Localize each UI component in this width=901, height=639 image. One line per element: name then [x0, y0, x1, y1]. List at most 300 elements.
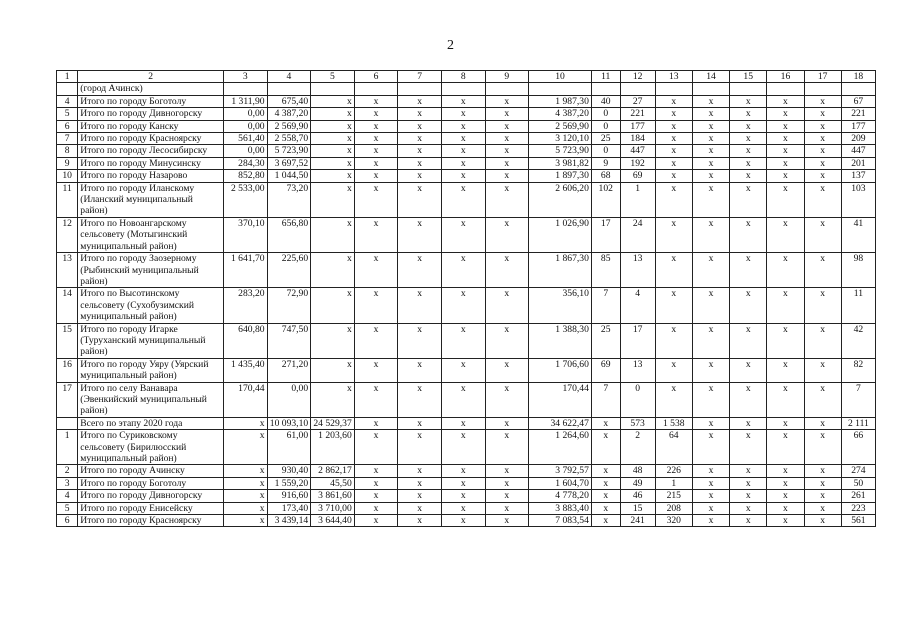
row-name-cell: Итого по городу Минусинску: [78, 157, 224, 169]
value-cell: x: [485, 145, 529, 157]
value-cell: x: [692, 358, 729, 382]
value-cell: x: [223, 477, 267, 489]
value-cell: [441, 83, 485, 95]
value-cell: x: [223, 502, 267, 514]
value-cell: 72,90: [267, 288, 311, 323]
value-cell: x: [485, 382, 529, 417]
value-cell: 1 026,90: [529, 217, 592, 252]
value-cell: 0: [591, 108, 620, 120]
value-cell: [311, 83, 355, 95]
value-cell: x: [354, 253, 398, 288]
value-cell: x: [804, 217, 841, 252]
row-name-cell: Итого по городу Дивногорску: [78, 108, 224, 120]
value-cell: 170,44: [529, 382, 592, 417]
value-cell: 1 706,60: [529, 358, 592, 382]
value-cell: x: [591, 477, 620, 489]
value-cell: 747,50: [267, 323, 311, 358]
value-cell: 3 710,00: [311, 502, 355, 514]
value-cell: x: [804, 323, 841, 358]
value-cell: 1 559,20: [267, 477, 311, 489]
value-cell: 2 862,17: [311, 465, 355, 477]
value-cell: 561,40: [223, 133, 267, 145]
value-cell: x: [767, 120, 804, 132]
value-cell: x: [730, 477, 767, 489]
row-number-cell: 6: [57, 515, 78, 527]
value-cell: x: [730, 120, 767, 132]
value-cell: x: [655, 133, 692, 145]
value-cell: x: [804, 108, 841, 120]
value-cell: 561: [841, 515, 875, 527]
value-cell: x: [692, 182, 729, 217]
value-cell: 1 867,30: [529, 253, 592, 288]
table-row: [57, 120, 876, 132]
value-cell: x: [485, 490, 529, 502]
value-cell: x: [398, 288, 442, 323]
value-cell: x: [311, 120, 355, 132]
value-cell: 1: [620, 182, 655, 217]
value-cell: x: [804, 95, 841, 107]
row-number-cell: [57, 417, 78, 429]
value-cell: 0,00: [223, 145, 267, 157]
value-cell: 34 622,47: [529, 417, 592, 429]
value-cell: x: [767, 288, 804, 323]
value-cell: x: [485, 323, 529, 358]
value-cell: x: [485, 170, 529, 182]
value-cell: x: [441, 430, 485, 465]
value-cell: x: [655, 157, 692, 169]
value-cell: x: [441, 120, 485, 132]
value-cell: x: [398, 502, 442, 514]
value-cell: 225,60: [267, 253, 311, 288]
value-cell: x: [655, 120, 692, 132]
value-cell: x: [354, 217, 398, 252]
row-number-cell: 11: [57, 182, 78, 217]
value-cell: [692, 83, 729, 95]
value-cell: x: [398, 133, 442, 145]
table-row: [57, 288, 876, 323]
column-header: 2: [78, 71, 224, 83]
row-name-cell: Итого по городу Назарово: [78, 170, 224, 182]
value-cell: 102: [591, 182, 620, 217]
value-cell: x: [692, 157, 729, 169]
value-cell: 68: [591, 170, 620, 182]
value-cell: x: [354, 430, 398, 465]
value-cell: 1 435,40: [223, 358, 267, 382]
value-cell: x: [398, 182, 442, 217]
value-cell: 356,10: [529, 288, 592, 323]
value-cell: [620, 83, 655, 95]
row-number-cell: 3: [57, 477, 78, 489]
table-row: [57, 358, 876, 382]
value-cell: x: [485, 133, 529, 145]
value-cell: x: [730, 108, 767, 120]
value-cell: x: [311, 133, 355, 145]
value-cell: x: [354, 465, 398, 477]
value-cell: x: [441, 133, 485, 145]
value-cell: 4: [620, 288, 655, 323]
value-cell: x: [354, 417, 398, 429]
value-cell: 1 897,30: [529, 170, 592, 182]
value-cell: 0,00: [223, 108, 267, 120]
value-cell: x: [730, 253, 767, 288]
value-cell: x: [354, 108, 398, 120]
value-cell: x: [398, 358, 442, 382]
value-cell: x: [767, 253, 804, 288]
value-cell: x: [767, 358, 804, 382]
value-cell: 177: [620, 120, 655, 132]
value-cell: 40: [591, 95, 620, 107]
table-row: [57, 502, 876, 514]
value-cell: 82: [841, 358, 875, 382]
value-cell: x: [730, 182, 767, 217]
value-cell: x: [398, 120, 442, 132]
value-cell: 221: [620, 108, 655, 120]
value-cell: x: [354, 490, 398, 502]
column-header: 1: [57, 71, 78, 83]
value-cell: 274: [841, 465, 875, 477]
value-cell: 173,40: [267, 502, 311, 514]
value-cell: 7: [591, 382, 620, 417]
value-cell: 1 311,90: [223, 95, 267, 107]
value-cell: [730, 83, 767, 95]
value-cell: x: [692, 430, 729, 465]
value-cell: x: [767, 515, 804, 527]
value-cell: x: [398, 430, 442, 465]
table-row: [57, 477, 876, 489]
value-cell: 45,50: [311, 477, 355, 489]
value-cell: x: [354, 95, 398, 107]
value-cell: x: [655, 95, 692, 107]
table-row: [57, 253, 876, 288]
value-cell: 69: [620, 170, 655, 182]
row-name-cell: Итого по городу Боготолу: [78, 477, 224, 489]
value-cell: x: [591, 417, 620, 429]
value-cell: [591, 83, 620, 95]
value-cell: x: [485, 502, 529, 514]
value-cell: x: [354, 477, 398, 489]
value-cell: 2 558,70: [267, 133, 311, 145]
value-cell: x: [441, 145, 485, 157]
value-cell: x: [692, 477, 729, 489]
value-cell: x: [804, 182, 841, 217]
row-name-cell: Итого по городу Дивногорску: [78, 490, 224, 502]
value-cell: x: [441, 157, 485, 169]
value-cell: x: [767, 417, 804, 429]
value-cell: 284,30: [223, 157, 267, 169]
row-number-cell: 17: [57, 382, 78, 417]
table-row: [57, 83, 876, 95]
value-cell: [398, 83, 442, 95]
value-cell: x: [354, 515, 398, 527]
value-cell: x: [692, 133, 729, 145]
value-cell: x: [311, 145, 355, 157]
budget-table: [56, 70, 876, 527]
value-cell: 1 987,30: [529, 95, 592, 107]
value-cell: 3 439,14: [267, 515, 311, 527]
value-cell: 370,10: [223, 217, 267, 252]
value-cell: x: [485, 477, 529, 489]
value-cell: 0,00: [223, 120, 267, 132]
value-cell: 852,80: [223, 170, 267, 182]
row-number-cell: 1: [57, 430, 78, 465]
value-cell: 4 778,20: [529, 490, 592, 502]
row-number-cell: 13: [57, 253, 78, 288]
value-cell: x: [354, 133, 398, 145]
row-number-cell: 8: [57, 145, 78, 157]
value-cell: 11: [841, 288, 875, 323]
value-cell: 5 723,90: [267, 145, 311, 157]
value-cell: x: [804, 358, 841, 382]
value-cell: 69: [591, 358, 620, 382]
value-cell: x: [692, 95, 729, 107]
value-cell: 9: [591, 157, 620, 169]
value-cell: x: [692, 465, 729, 477]
value-cell: x: [485, 217, 529, 252]
table-row: [57, 217, 876, 252]
value-cell: 13: [620, 253, 655, 288]
value-cell: x: [767, 323, 804, 358]
value-cell: x: [655, 382, 692, 417]
value-cell: x: [692, 382, 729, 417]
value-cell: x: [223, 515, 267, 527]
row-name-cell: Итого по Суриковскому сельсовету (Бирилюсский муниципальный район): [78, 430, 224, 465]
value-cell: x: [730, 417, 767, 429]
value-cell: x: [311, 157, 355, 169]
value-cell: x: [398, 490, 442, 502]
value-cell: x: [311, 170, 355, 182]
value-cell: x: [730, 430, 767, 465]
value-cell: x: [398, 323, 442, 358]
value-cell: x: [730, 170, 767, 182]
value-cell: 25: [591, 323, 620, 358]
value-cell: [841, 83, 875, 95]
column-header: 7: [398, 71, 442, 83]
value-cell: 640,80: [223, 323, 267, 358]
value-cell: x: [692, 217, 729, 252]
value-cell: x: [767, 430, 804, 465]
value-cell: x: [692, 490, 729, 502]
value-cell: x: [730, 358, 767, 382]
value-cell: 2 606,20: [529, 182, 592, 217]
row-number-cell: 4: [57, 95, 78, 107]
value-cell: x: [441, 477, 485, 489]
value-cell: x: [441, 515, 485, 527]
column-header: 9: [485, 71, 529, 83]
value-cell: 27: [620, 95, 655, 107]
value-cell: [354, 83, 398, 95]
table-row: [57, 417, 876, 429]
value-cell: [655, 83, 692, 95]
value-cell: x: [223, 490, 267, 502]
value-cell: 170,44: [223, 382, 267, 417]
row-name-cell: Всего по этапу 2020 года: [78, 417, 224, 429]
value-cell: x: [398, 217, 442, 252]
value-cell: x: [692, 145, 729, 157]
value-cell: x: [485, 108, 529, 120]
value-cell: 0: [620, 382, 655, 417]
value-cell: x: [804, 430, 841, 465]
value-cell: 3 792,57: [529, 465, 592, 477]
value-cell: 4 387,20: [529, 108, 592, 120]
value-cell: 13: [620, 358, 655, 382]
value-cell: x: [692, 323, 729, 358]
row-name-cell: Итого по Новоангарскому сельсовету (Мотыгинский муниципальный район): [78, 217, 224, 252]
row-name-cell: (город Ачинск): [78, 83, 224, 95]
value-cell: x: [441, 288, 485, 323]
value-cell: 573: [620, 417, 655, 429]
row-name-cell: Итого по городу Красноярску: [78, 515, 224, 527]
value-cell: 223: [841, 502, 875, 514]
row-number-cell: 14: [57, 288, 78, 323]
value-cell: x: [730, 133, 767, 145]
value-cell: 320: [655, 515, 692, 527]
value-cell: x: [223, 417, 267, 429]
value-cell: x: [767, 502, 804, 514]
value-cell: 48: [620, 465, 655, 477]
value-cell: x: [655, 170, 692, 182]
row-name-cell: Итого по городу Иланскому (Иланский муниципальный район): [78, 182, 224, 217]
value-cell: x: [311, 217, 355, 252]
value-cell: x: [692, 417, 729, 429]
value-cell: x: [655, 145, 692, 157]
row-number-cell: 10: [57, 170, 78, 182]
header-row: [57, 71, 876, 83]
value-cell: 656,80: [267, 217, 311, 252]
value-cell: x: [692, 288, 729, 323]
value-cell: x: [804, 465, 841, 477]
value-cell: [485, 83, 529, 95]
value-cell: x: [730, 490, 767, 502]
value-cell: x: [311, 323, 355, 358]
value-cell: x: [311, 95, 355, 107]
value-cell: x: [441, 490, 485, 502]
table-row: [57, 465, 876, 477]
value-cell: x: [311, 108, 355, 120]
value-cell: x: [485, 288, 529, 323]
column-header: 5: [311, 71, 355, 83]
value-cell: 137: [841, 170, 875, 182]
value-cell: x: [692, 515, 729, 527]
row-number-cell: 9: [57, 157, 78, 169]
value-cell: 1 641,70: [223, 253, 267, 288]
value-cell: x: [354, 145, 398, 157]
column-header: 3: [223, 71, 267, 83]
value-cell: x: [767, 382, 804, 417]
value-cell: 192: [620, 157, 655, 169]
value-cell: 7 083,54: [529, 515, 592, 527]
value-cell: 67: [841, 95, 875, 107]
row-name-cell: Итого по городу Лесосибирску: [78, 145, 224, 157]
value-cell: x: [730, 465, 767, 477]
row-number-cell: 5: [57, 108, 78, 120]
row-number-cell: 4: [57, 490, 78, 502]
row-name-cell: Итого по городу Красноярску: [78, 133, 224, 145]
row-name-cell: Итого по городу Канску: [78, 120, 224, 132]
table-row: [57, 382, 876, 417]
value-cell: 61,00: [267, 430, 311, 465]
value-cell: x: [655, 217, 692, 252]
value-cell: 1 538: [655, 417, 692, 429]
value-cell: x: [441, 108, 485, 120]
value-cell: x: [730, 502, 767, 514]
value-cell: x: [354, 288, 398, 323]
value-cell: x: [655, 288, 692, 323]
value-cell: x: [730, 95, 767, 107]
value-cell: x: [767, 108, 804, 120]
value-cell: x: [485, 417, 529, 429]
value-cell: x: [485, 430, 529, 465]
value-cell: x: [441, 358, 485, 382]
column-header: 11: [591, 71, 620, 83]
value-cell: x: [804, 490, 841, 502]
value-cell: 3 120,10: [529, 133, 592, 145]
value-cell: x: [398, 417, 442, 429]
value-cell: x: [398, 170, 442, 182]
value-cell: x: [692, 253, 729, 288]
value-cell: x: [223, 465, 267, 477]
value-cell: 64: [655, 430, 692, 465]
value-cell: x: [485, 358, 529, 382]
value-cell: [767, 83, 804, 95]
value-cell: 2 111: [841, 417, 875, 429]
value-cell: 1 264,60: [529, 430, 592, 465]
value-cell: x: [441, 465, 485, 477]
value-cell: x: [692, 120, 729, 132]
value-cell: x: [354, 170, 398, 182]
value-cell: 24 529,37: [311, 417, 355, 429]
row-name-cell: Итого по городу Ачинску: [78, 465, 224, 477]
value-cell: 7: [591, 288, 620, 323]
value-cell: x: [767, 217, 804, 252]
value-cell: x: [591, 465, 620, 477]
value-cell: 221: [841, 108, 875, 120]
value-cell: x: [354, 182, 398, 217]
value-cell: 0: [591, 145, 620, 157]
value-cell: x: [311, 182, 355, 217]
value-cell: 209: [841, 133, 875, 145]
value-cell: 7: [841, 382, 875, 417]
row-number-cell: 7: [57, 133, 78, 145]
value-cell: 241: [620, 515, 655, 527]
value-cell: x: [804, 515, 841, 527]
value-cell: [529, 83, 592, 95]
value-cell: x: [398, 108, 442, 120]
value-cell: 3 981,82: [529, 157, 592, 169]
value-cell: 46: [620, 490, 655, 502]
table-row: [57, 133, 876, 145]
column-header: 12: [620, 71, 655, 83]
value-cell: x: [485, 182, 529, 217]
value-cell: x: [730, 157, 767, 169]
value-cell: x: [730, 382, 767, 417]
column-header: 17: [804, 71, 841, 83]
value-cell: x: [692, 108, 729, 120]
page-number: 2: [447, 38, 454, 53]
value-cell: x: [485, 465, 529, 477]
value-cell: x: [767, 133, 804, 145]
value-cell: x: [441, 253, 485, 288]
value-cell: x: [730, 323, 767, 358]
value-cell: x: [485, 95, 529, 107]
column-header: 10: [529, 71, 592, 83]
value-cell: 283,20: [223, 288, 267, 323]
row-number-cell: 16: [57, 358, 78, 382]
value-cell: x: [591, 502, 620, 514]
column-header: 4: [267, 71, 311, 83]
value-cell: 675,40: [267, 95, 311, 107]
value-cell: x: [804, 145, 841, 157]
table-row: [57, 490, 876, 502]
